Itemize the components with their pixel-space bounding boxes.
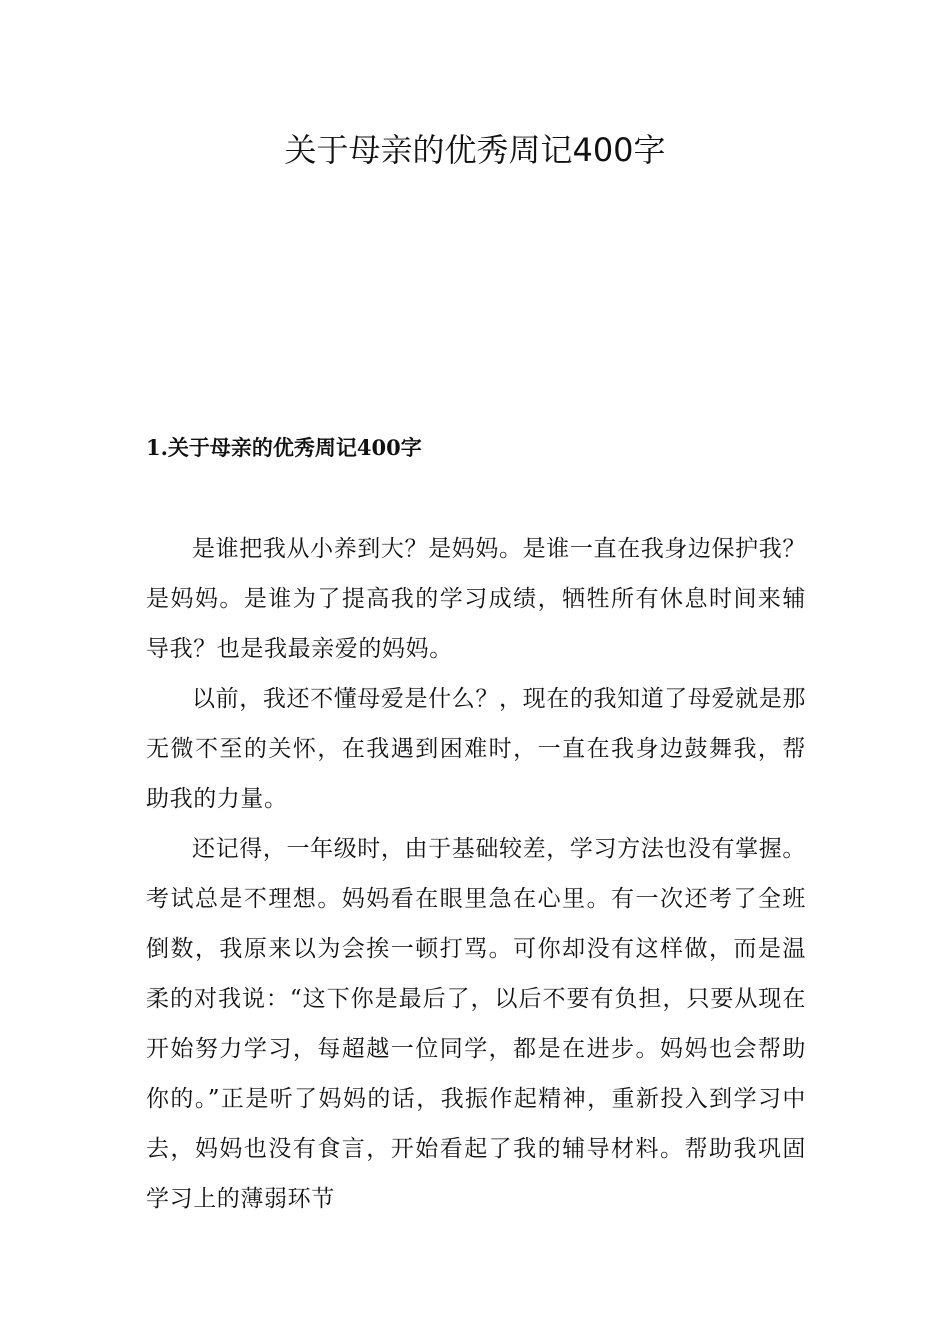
- paragraph-2: 以前，我还不懂母爱是什么？，现在的我知道了母爱就是那无微不至的关怀，在我遇到困难时，一直在我身边鼓舞我，帮助我的力量。: [146, 686, 806, 812]
- section-heading: 1.关于母亲的优秀周记400字: [146, 435, 422, 460]
- paragraph-1: 是谁把我从小养到大？是妈妈。是谁一直在我身边保护我？是妈妈。是谁为了提高我的学习成绩，牺牲所有休息时间来辅导我？也是我最亲爱的妈妈。: [146, 536, 806, 662]
- body-text: [146, 524, 806, 1224]
- document-title: 关于母亲的优秀周记400字: [284, 131, 666, 169]
- paragraph-3: 还记得，一年级时，由于基础较差，学习方法也没有掌握。考试总是不理想。妈妈看在眼里急在心里。有一次还考了全班倒数，我原来以为会挨一顿打骂。可你却没有这样做，而是温柔的对我说：“这下你是最后了，以后不要有负担，只要从现在开始努力学习，每超越一位同学，都是在进步。妈妈也会帮助你的。”正是听了妈妈的话，我振作起精神，重新投入到学习中去，妈妈也没有食言，开始看起了我的辅导材料。帮助我巩固学习上的薄弱环节: [146, 836, 806, 1212]
